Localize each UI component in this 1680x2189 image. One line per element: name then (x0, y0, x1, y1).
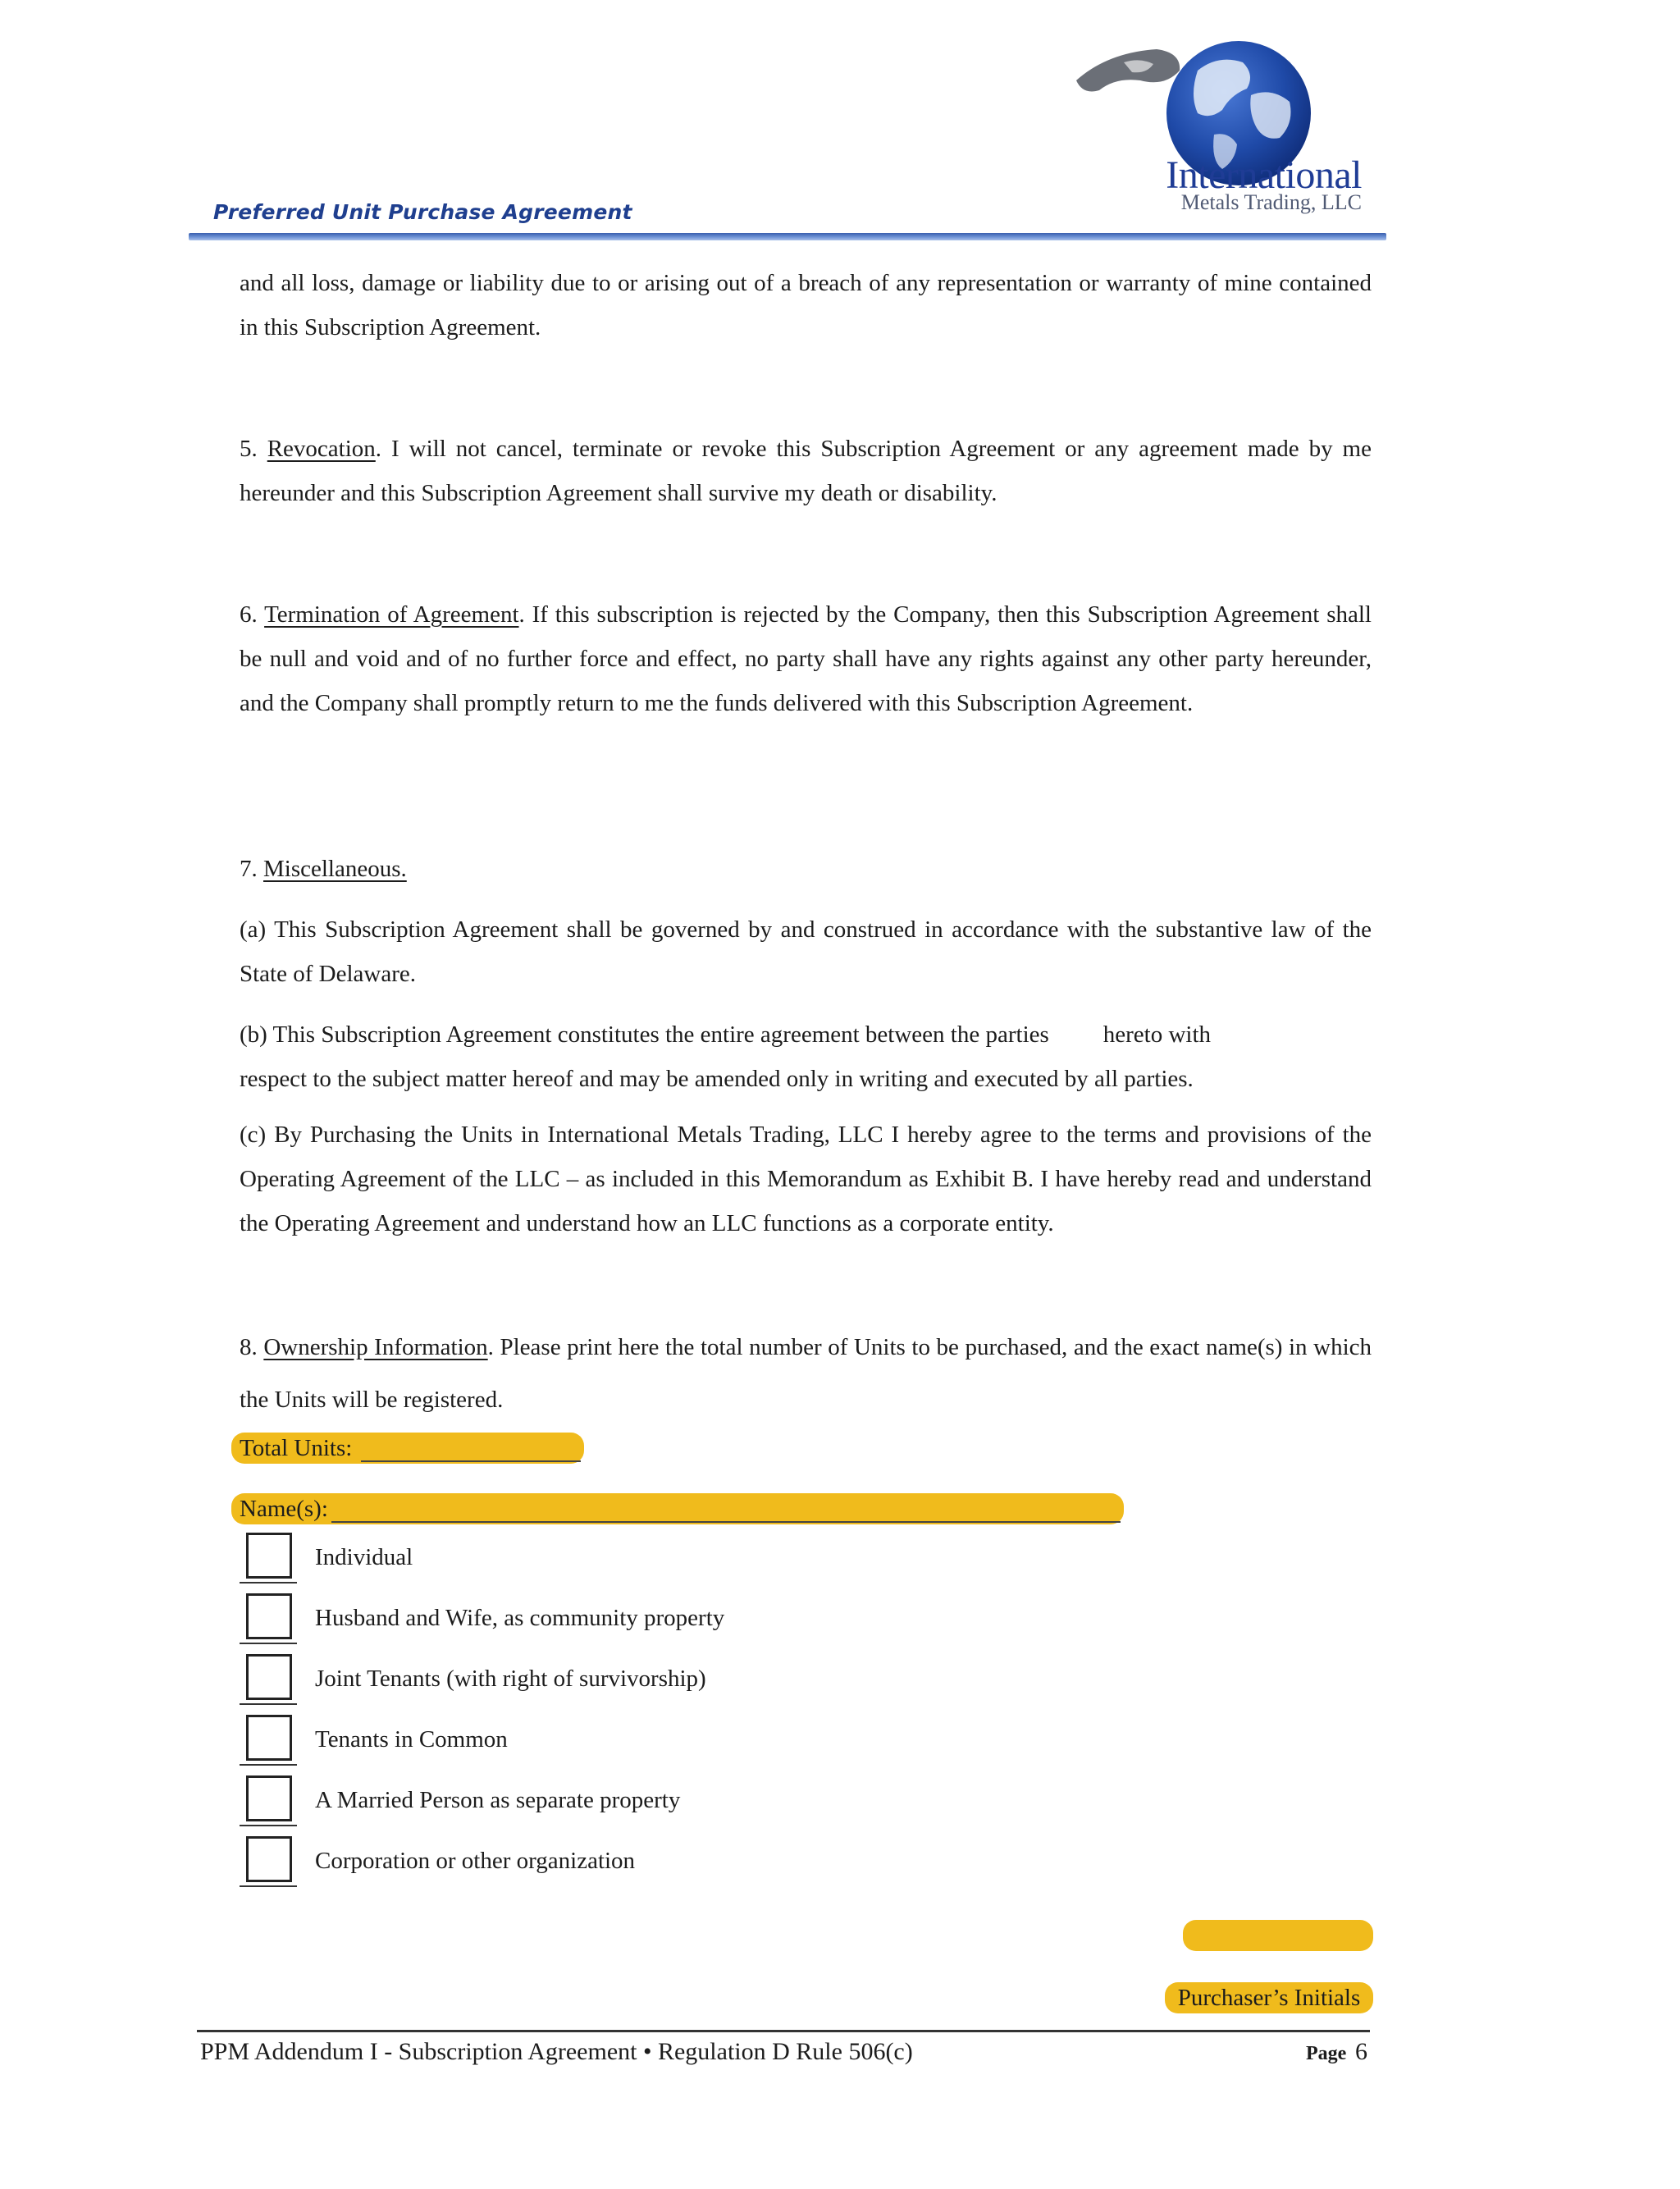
initials-label-box (1165, 1982, 1373, 2013)
initials-field[interactable] (1183, 1920, 1373, 1951)
header-divider (189, 233, 1386, 240)
checkbox[interactable] (246, 1654, 292, 1700)
section-7b-part2: hereto with (1102, 1021, 1212, 1048)
checkbox[interactable] (246, 1836, 292, 1882)
option-label: Joint Tenants (with right of survivorship) (315, 1666, 706, 1692)
checkbox-underline (240, 1582, 297, 1583)
checkbox[interactable] (246, 1533, 292, 1579)
checkbox[interactable] (246, 1775, 292, 1821)
section-7b-part3: respect to the subject matter hereof and may be amended only in writing and executed by all parties. (240, 1066, 1194, 1092)
section-7-heading-line (240, 847, 1372, 891)
logo-subtitle: Metals Trading, LLC (1180, 190, 1362, 214)
section-6 (240, 592, 1372, 725)
checkbox[interactable] (246, 1715, 292, 1761)
section-5-number: 5. (240, 436, 258, 462)
checkbox[interactable] (246, 1593, 292, 1639)
section-7a: (a) This Subscription Agreement shall be governed by and construed in accordance with the substantive law of the State of Delaware. (240, 916, 1372, 987)
option-husband-wife[interactable] (240, 1593, 978, 1643)
section-5 (240, 427, 1372, 515)
section-7-number: 7. (240, 856, 258, 882)
section-8-heading: Ownership Information (263, 1334, 488, 1360)
checkbox-underline (240, 1885, 297, 1887)
option-married-person[interactable] (240, 1775, 978, 1825)
section-8-number: 8. (240, 1334, 258, 1360)
option-individual[interactable] (240, 1533, 978, 1582)
page-label: Page (1306, 2043, 1347, 2064)
section-6-number: 6. (240, 601, 258, 628)
page-number: 6 (1355, 2038, 1367, 2065)
total-units-line (361, 1436, 581, 1462)
footer-text: PPM Addendum I - Subscription Agreement • Regulation D Rule 506(c) (200, 2038, 913, 2065)
section-7c: (c) By Purchasing the Units in International Metals Trading, LLC I hereby agree to the terms and provisions of the Operating Agreement of the LLC – as included in this Memorandum as Exhibit B. I have hereby read and understand the Operating Agreement and understand how an LLC functions as a corporate entity. (240, 1122, 1372, 1236)
option-corporation[interactable] (240, 1836, 978, 1885)
section-8-text: . Please print here the total number of Units to be purchased, and the exact name(s) in which the Units will be registered. (240, 1334, 1372, 1413)
logo-name: International (1166, 153, 1362, 197)
option-label: A Married Person as separate property (315, 1787, 681, 1813)
option-tenants-in-common[interactable] (240, 1715, 978, 1764)
continued-paragraph: and all loss, damage or liability due to or arising out of a breach of any representation or warranty of mine contained in this Subscription Agreement. (240, 270, 1372, 340)
section-5-text: . I will not cancel, terminate or revoke this Subscription Agreement or any agreement made by me hereunder and this Subscription Agreement shall survive my death or disability. (240, 436, 1372, 506)
section-6-text: . If this subscription is rejected by the Company, then this Subscription Agreement shall be null and void and of no further force and effect, no party shall have any rights against any other party hereunder, and the Company shall promptly return to me the funds delivered with this Subscription Agreement. (240, 601, 1372, 716)
initials-label: Purchaser’s Initials (1177, 1985, 1361, 2011)
option-label: Tenants in Common (315, 1726, 508, 1753)
names-label: Name(s): (240, 1496, 328, 1522)
option-label: Corporation or other organization (315, 1848, 636, 1874)
option-label: Husband and Wife, as community property (315, 1605, 725, 1631)
section-7b (240, 1012, 1372, 1101)
total-units-label: Total Units: (240, 1435, 353, 1461)
section-8 (240, 1321, 1372, 1426)
section-7-heading: Miscellaneous. (263, 856, 407, 882)
section-5-heading: Revocation (267, 436, 376, 462)
section-7b-part1: (b) This Subscription Agreement constitutes the entire agreement between the parties (240, 1021, 1049, 1048)
checkbox-underline (240, 1825, 297, 1826)
header-title: Preferred Unit Purchase Agreement (213, 200, 632, 224)
names-line (331, 1497, 1121, 1523)
checkbox-underline (240, 1703, 297, 1705)
section-6-heading: Termination of Agreement (264, 601, 519, 628)
option-label: Individual (315, 1544, 413, 1570)
checkbox-underline (240, 1643, 297, 1644)
option-joint-tenants[interactable] (240, 1654, 978, 1703)
footer-divider (197, 2030, 1370, 2032)
checkbox-underline (240, 1764, 297, 1766)
